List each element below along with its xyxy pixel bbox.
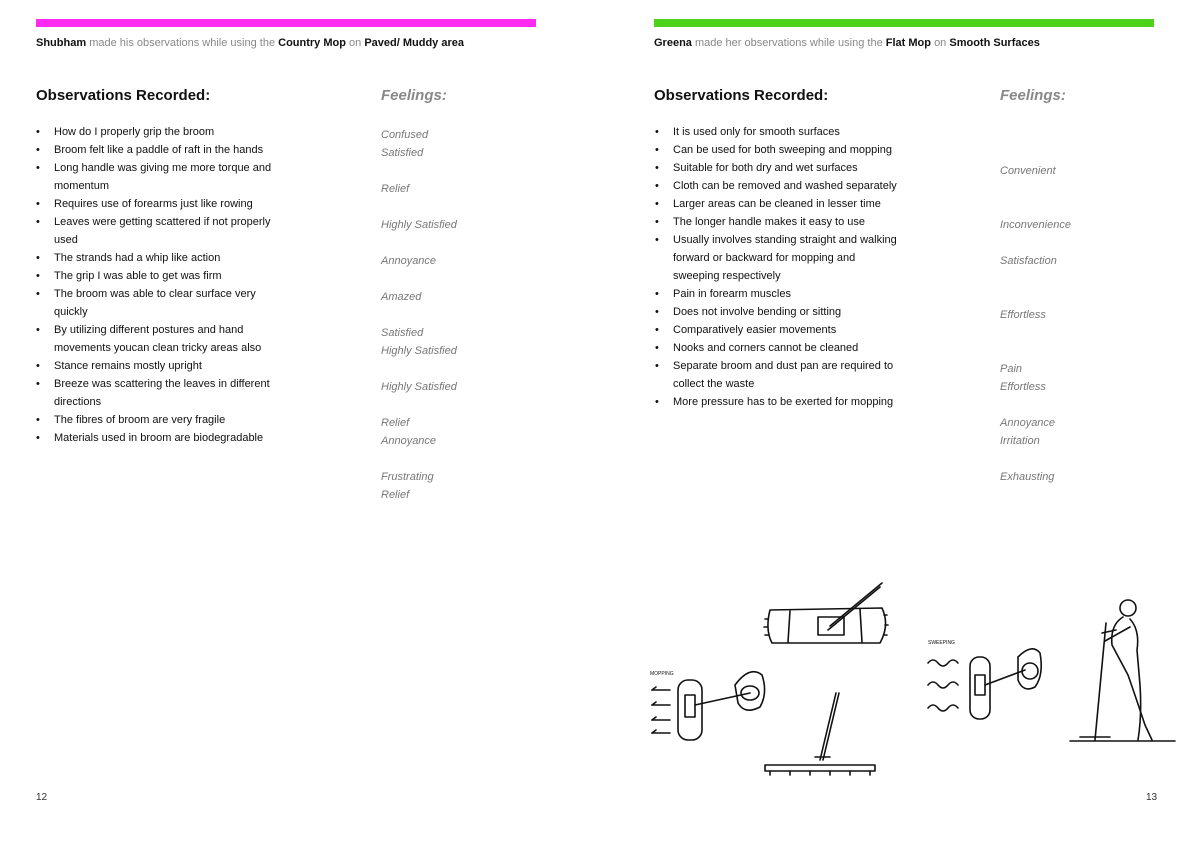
feeling-item (1000, 180, 1071, 198)
feeling-item (381, 234, 457, 252)
feeling-item: Annoyance (381, 435, 437, 447)
observation-item: • Can be used for both sweeping and mopping (655, 141, 900, 159)
feeling-item: Satisfied (381, 327, 424, 339)
observation-item: • The strands had a whip like action (36, 249, 281, 267)
feeling-item: Highly Satisfied (381, 381, 457, 393)
observation-item: • Materials used in broom are biodegradable (36, 429, 281, 447)
observation-item: • Usually involves standing straight and walking forward or backward for mopping and sweeping respectively (655, 231, 900, 285)
mop-standing-sketch (765, 693, 875, 775)
feeling-item (1000, 324, 1071, 342)
tool-name: Country Mop (278, 37, 346, 49)
tool-name: Flat Mop (885, 37, 931, 49)
observation-item: • Broom felt like a paddle of raft in the hands (36, 141, 281, 159)
observation-item: • The longer handle makes it easy to use (655, 213, 900, 231)
feeling-item (1000, 270, 1071, 288)
observation-item: • Stance remains mostly upright (36, 357, 281, 375)
feeling-item: Amazed (381, 291, 422, 303)
intro-text-on: on (349, 37, 362, 49)
feeling-item: Satisfaction (1000, 255, 1057, 267)
feeling-item: Irritation (1000, 435, 1040, 447)
observation-item: • Leaves were getting scattered if not properly used (36, 213, 281, 249)
observation-item: • Does not involve bending or sitting (655, 303, 900, 321)
observation-item: • Cloth can be removed and washed separately (655, 177, 900, 195)
feeling-item (381, 270, 457, 288)
feeling-item (381, 396, 457, 414)
right-accent-bar (654, 19, 1154, 27)
observations-heading: Observations Recorded: (654, 87, 829, 104)
feeling-item (1000, 342, 1071, 360)
observation-item: • It is used only for smooth surfaces (655, 123, 900, 141)
feeling-item (381, 162, 457, 180)
observations-list (36, 123, 281, 447)
observation-item: • The broom was able to clear surface very quickly (36, 285, 281, 321)
feeling-item (381, 306, 457, 324)
observations-list (655, 123, 900, 411)
feeling-item: Highly Satisfied (381, 345, 457, 357)
observation-item: • Separate broom and dust pan are required to collect the waste (655, 357, 900, 393)
observation-item: • Larger areas can be cleaned in lesser time (655, 195, 900, 213)
feeling-item (381, 450, 457, 468)
feelings-heading: Feelings: (381, 87, 447, 104)
observation-item: • The grip I was able to get was firm (36, 267, 281, 285)
feeling-item (381, 360, 457, 378)
observer-name: Shubham (36, 37, 87, 49)
feeling-item (1000, 126, 1071, 144)
observation-item: • Pain in forearm muscles (655, 285, 900, 303)
feeling-item: Satisfied (381, 147, 424, 159)
right-intro-line (654, 37, 1040, 49)
feeling-item: Relief (381, 183, 410, 195)
observation-item: • How do I properly grip the broom (36, 123, 281, 141)
page-number: 13 (1146, 792, 1158, 803)
feeling-item: Highly Satisfied (381, 219, 457, 231)
sweeping-label: SWEEPING (928, 640, 955, 646)
flat-mop-head-sketch (764, 583, 888, 643)
feeling-item (1000, 144, 1071, 162)
observation-item: • Nooks and corners cannot be cleaned (655, 339, 900, 357)
observation-item: • Breeze was scattering the leaves in different directions (36, 375, 281, 411)
left-accent-bar (36, 19, 536, 27)
feeling-item: Relief (381, 417, 410, 429)
feelings-heading: Feelings: (1000, 87, 1066, 104)
observation-item: • More pressure has to be exerted for mopping (655, 393, 900, 411)
observations-heading: Observations Recorded: (36, 87, 211, 104)
feeling-item: Frustrating (381, 471, 434, 483)
sweeping-sketch (928, 640, 1041, 719)
feeling-item: Relief (381, 489, 410, 501)
feeling-item: Pain (1000, 363, 1023, 375)
observation-item: • The fibres of broom are very fragile (36, 411, 281, 429)
feeling-item: Effortless (1000, 381, 1046, 393)
feeling-item: Annoyance (381, 255, 437, 267)
observation-item: • By utilizing different postures and hand movements youcan clean tricky areas also (36, 321, 281, 357)
person-mopping-sketch (1070, 600, 1175, 741)
feeling-item: Inconvenience (1000, 219, 1071, 231)
intro-text: made his observations while using the (89, 37, 276, 49)
feelings-list (1000, 126, 1071, 486)
page-number: 12 (36, 792, 48, 803)
observation-item: • Comparatively easier movements (655, 321, 900, 339)
mop-usage-sketches (640, 575, 1180, 780)
mopping-label: MOPPING (650, 671, 674, 677)
feeling-item (1000, 396, 1071, 414)
observer-name: Greena (654, 37, 692, 49)
feeling-item: Convenient (1000, 165, 1056, 177)
feeling-item (1000, 288, 1071, 306)
observation-item: • Suitable for both dry and wet surfaces (655, 159, 900, 177)
feelings-list (381, 126, 457, 504)
intro-text-on: on (934, 37, 947, 49)
observation-item: • Long handle was giving me more torque and momentum (36, 159, 281, 195)
feeling-item (1000, 234, 1071, 252)
observation-item: • Requires use of forearms just like rowing (36, 195, 281, 213)
intro-text: made her observations while using the (694, 37, 883, 49)
feeling-item: Confused (381, 129, 429, 141)
feeling-item (381, 198, 457, 216)
surface-name: Paved/ Muddy area (364, 37, 464, 49)
feeling-item: Exhausting (1000, 471, 1055, 483)
feeling-item: Effortless (1000, 309, 1046, 321)
feeling-item (1000, 198, 1071, 216)
feeling-item: Annoyance (1000, 417, 1056, 429)
left-intro-line (36, 37, 464, 49)
surface-name: Smooth Surfaces (949, 37, 1040, 49)
feeling-item (1000, 450, 1071, 468)
mopping-sketch (650, 671, 765, 740)
